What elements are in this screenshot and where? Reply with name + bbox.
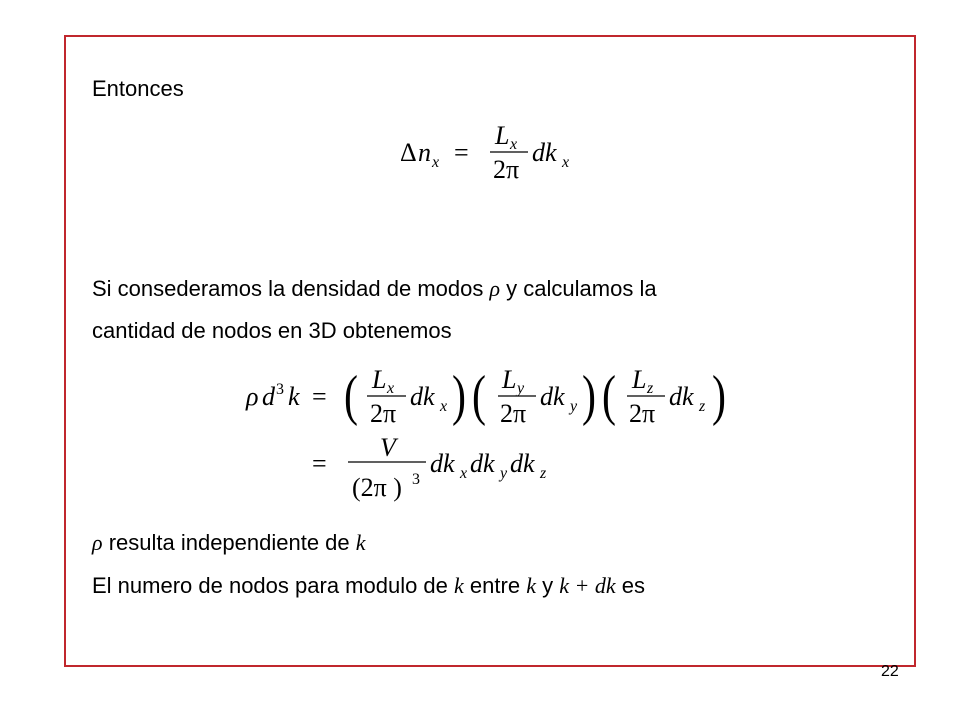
k-plus-dk-symbol: k + dk [559,573,616,598]
svg-text:z: z [699,398,706,415]
svg-text:x: x [440,398,448,415]
svg-text:x: x [562,154,570,171]
svg-text:x: x [460,465,468,482]
last-line-text-d: es [621,573,645,598]
svg-text:y: y [517,380,525,397]
last-line [92,573,645,599]
svg-text:3: 3 [412,471,420,488]
last-line-text-a: El numero de nodos para modulo de [92,573,448,598]
svg-text:n: n [418,138,431,167]
k-symbol: k [355,530,366,555]
k-symbol: k [454,573,464,598]
k-symbol: k [526,573,536,598]
svg-text:dk: dk [532,138,557,167]
svg-text:(: ( [602,364,616,427]
svg-text:L: L [495,121,510,150]
rho-symbol: ρ [92,530,103,555]
last-line-text-c: y [542,573,554,598]
svg-text:(: ( [344,364,358,427]
svg-text:z: z [647,380,654,397]
svg-text:dk: dk [470,449,495,478]
paragraph-text-a: Si consederamos la densidad de modos [92,276,484,301]
svg-text:): ) [452,364,466,427]
equation-delta-nx [390,118,590,188]
svg-text:): ) [712,364,726,427]
svg-text:x: x [510,136,518,153]
svg-text:2π: 2π [629,399,656,428]
svg-text:dk: dk [669,382,694,411]
svg-text:): ) [582,364,596,427]
svg-text:2π: 2π [370,399,397,428]
svg-text:L: L [372,365,387,394]
svg-text:V: V [380,433,396,462]
svg-text:=: = [312,449,327,478]
svg-text:y: y [570,398,578,415]
last-line-text-b: entre [469,573,521,598]
svg-text:x: x [387,380,395,397]
rho-symbol: ρ [489,276,501,301]
svg-text:2π: 2π [500,399,527,428]
svg-text:dk: dk [510,449,535,478]
paragraph-text-b: y calculamos la [506,276,657,301]
paragraph-line-1 [92,276,657,302]
svg-text:d: d [262,382,275,411]
slide-number: 22 [881,663,899,680]
svg-text:y: y [500,465,508,482]
svg-text:(: ( [472,364,486,427]
rho-independent-line [92,530,366,556]
svg-text:L: L [502,365,517,394]
svg-text:(2π ): (2π ) [352,473,402,502]
svg-text:ρ: ρ [246,382,259,411]
equation-density-of-modes [240,356,760,506]
svg-text:3: 3 [276,381,284,398]
heading-entonces: Entonces [92,76,184,101]
svg-text:Δ: Δ [400,138,417,167]
svg-text:2π: 2π [493,155,520,184]
paragraph-line-2: cantidad de nodos en 3D obtenemos [92,318,452,343]
svg-text:k: k [288,382,300,411]
svg-text:=: = [454,138,469,167]
svg-text:z: z [540,465,547,482]
svg-text:dk: dk [430,449,455,478]
svg-text:=: = [312,382,327,411]
rho-line-text: resulta independiente de [108,530,350,555]
svg-text:x: x [432,154,440,171]
svg-text:dk: dk [410,382,435,411]
svg-text:dk: dk [540,382,565,411]
svg-text:L: L [632,365,647,394]
